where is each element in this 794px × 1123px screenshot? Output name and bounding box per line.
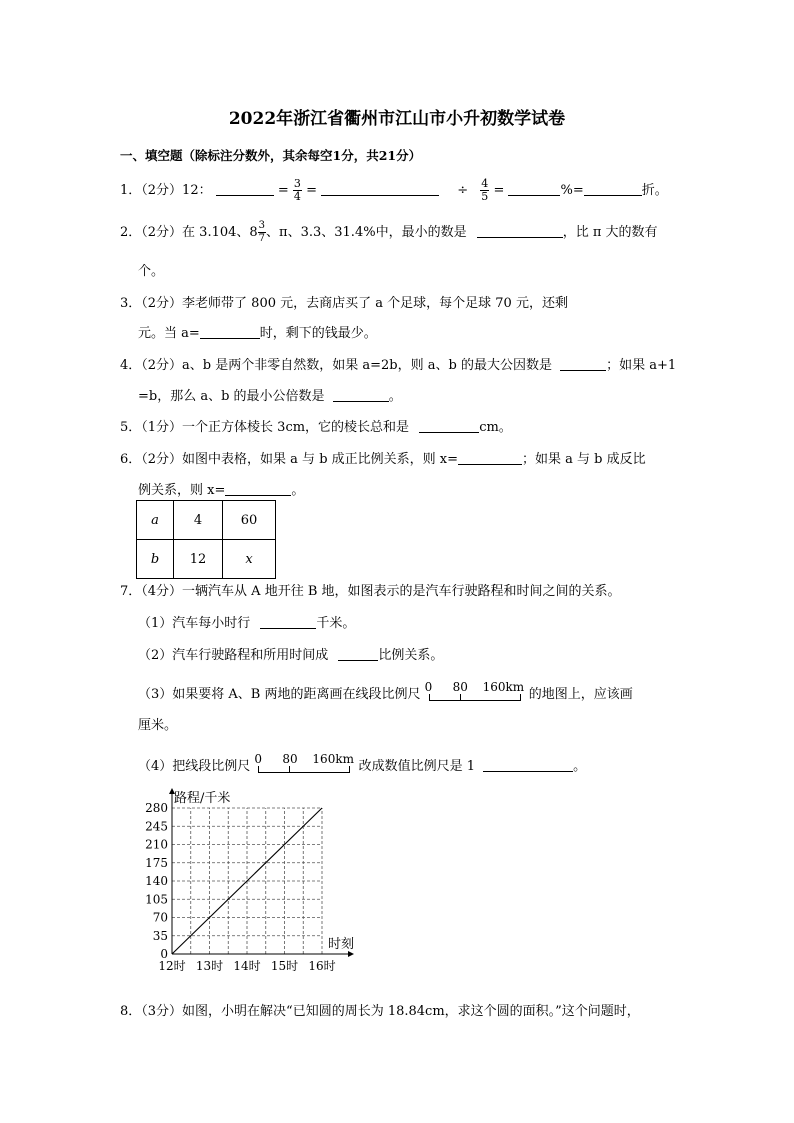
q7-p2-tail: 比例关系。	[378, 648, 444, 663]
y-tick-label: 175	[145, 855, 168, 870]
y-tick-label: 140	[145, 874, 168, 888]
question-6	[120, 448, 646, 467]
table-cell: x	[223, 540, 276, 579]
chart-labels	[145, 790, 354, 973]
table-cell: 12	[174, 540, 223, 579]
table-cell: a	[137, 501, 174, 540]
q1-blank-1[interactable]	[216, 181, 274, 196]
q7-p1-unit: 千米。	[316, 616, 356, 631]
page-title: 2022年浙江省衢州市江山市小升初数学试卷	[228, 109, 566, 129]
scale-tick	[429, 694, 430, 700]
fraction-4-5: $\frac{4}{5}$	[481, 177, 489, 203]
q1-blank-3[interactable]	[508, 181, 560, 196]
question-3: 3．（2分）李老师带了 800 元，去商店买了 a 个足球，每个足球 70 元，还剩	[120, 296, 568, 311]
q6-blank-2[interactable]	[225, 481, 291, 496]
x-tick-label: 16时	[308, 959, 336, 973]
q7-p3-text: （3）如果要将 A、B 两地的距离画在线段比例尺	[138, 687, 421, 702]
x-tick-label: 13时	[195, 959, 224, 973]
q6-text-b: ；如果 a 与 b 成反比	[522, 452, 646, 467]
table-row	[137, 540, 276, 579]
q1-pct: %=	[560, 183, 584, 198]
scale-label-0: 0	[254, 752, 263, 766]
q6-text-d: 。	[291, 483, 305, 498]
q5-unit: cm。	[479, 420, 512, 435]
table-cell: b	[137, 540, 174, 579]
table-cell: 60	[223, 501, 276, 540]
y-tick-label: 35	[152, 928, 168, 943]
q7-part-2	[138, 644, 443, 663]
q7-part-3	[138, 682, 633, 704]
x-tick-label: 12时	[158, 959, 186, 973]
scale-bar	[429, 696, 521, 701]
y-tick-label: 0	[160, 947, 168, 961]
fraction-3-4: $\frac{3}{4}$	[293, 177, 301, 203]
q7-p3-tail: 的地图上，应该画	[528, 687, 633, 702]
ratio-table	[136, 500, 276, 579]
q3-text-b: 时，剩下的钱最少。	[259, 326, 377, 341]
q1-blank-4[interactable]	[584, 181, 642, 196]
y-tick-label: 70	[152, 910, 168, 925]
q6-blank-1[interactable]	[458, 450, 522, 465]
q3-text-a: 元。当 a=	[138, 326, 200, 341]
q7-p4-tail: 改成数值比例尺是 1	[358, 759, 475, 774]
scale-tick	[258, 766, 259, 772]
scale-label-80: 80	[282, 752, 298, 766]
y-axis-title: 路程/千米	[174, 791, 231, 806]
q2-line-2: 个。	[138, 264, 165, 279]
q1-eq3: =	[493, 183, 505, 198]
scale-tick	[460, 694, 461, 700]
q7-part-3-line2	[138, 714, 177, 733]
y-tick-label: 280	[145, 801, 168, 815]
table-cell: 4	[174, 501, 223, 540]
question-5	[120, 416, 512, 435]
line-scale	[425, 682, 525, 704]
fraction-3-7: $\frac{3}{7}$	[258, 220, 266, 244]
q1-div: ÷	[457, 183, 469, 198]
scale-label-0: 0	[424, 680, 433, 694]
q4-blank-2[interactable]	[333, 387, 389, 402]
q1-eq2: =	[306, 183, 317, 198]
question-7: 7．（4分）一辆汽车从 A 地开往 B 地，如图表示的是汽车行驶路程和时间之间的关系。	[120, 584, 621, 599]
q4-text-b: ；如果 a+1	[606, 358, 677, 373]
q7-part-1	[138, 612, 355, 631]
q1-zhe: 折。	[641, 183, 668, 198]
q4-line-2	[138, 385, 402, 404]
q5-text: 5．（1分）一个正方体棱长 3cm，它的棱长总和是	[120, 420, 410, 435]
table-row	[137, 501, 276, 540]
q4-text-c: =b，那么 a、b 的最小公倍数是	[138, 389, 325, 404]
q7-blank-4[interactable]	[483, 757, 573, 772]
q7-p4-end: 。	[573, 759, 587, 774]
scale-bar	[258, 768, 350, 773]
q6-text-a: 6．（2分）如图中表格，如果 a 与 b 成正比例关系，则 x=	[120, 452, 459, 467]
chart-axes	[169, 788, 354, 957]
scale-tick	[349, 766, 350, 772]
q6-line-2	[138, 479, 304, 498]
question-1	[120, 178, 668, 203]
q6-text-c: 例关系，则 x=	[138, 483, 226, 498]
section-heading: 一、填空题（除标注分数外，其余每空1分，共21分）	[120, 148, 422, 163]
y-tick-label: 245	[145, 819, 168, 834]
q7-part-4	[138, 754, 586, 776]
scale-label-80: 80	[452, 680, 468, 694]
distance-time-chart	[140, 784, 360, 984]
q1-prefix: 1．（2分）12：	[120, 183, 212, 198]
q4-text-a: 4．（2分）a、b 是两个非零自然数，如果 a=2b，则 a、b 的最大公因数是	[120, 358, 552, 373]
scale-label-160: 160km	[482, 680, 525, 694]
y-tick-label: 105	[145, 892, 168, 907]
q2-text-a: 2．（2分）在 3.104、8	[120, 225, 258, 240]
q2-text-b: 、π、3.3、31.4%中，最小的数是	[266, 225, 467, 240]
q7-p3-unit: 厘米。	[138, 718, 178, 733]
scale-label-160: 160km	[312, 752, 354, 766]
q7-p1-text: （1）汽车每小时行	[138, 616, 251, 631]
scale-tick	[289, 766, 290, 772]
question-4	[120, 354, 676, 373]
q1-blank-2[interactable]	[321, 181, 439, 196]
q2-blank-1[interactable]	[477, 223, 563, 238]
q1-eq: =	[277, 183, 289, 198]
q5-blank-1[interactable]	[419, 418, 479, 433]
x-tick-label: 15时	[270, 959, 299, 973]
q4-blank-1[interactable]	[560, 356, 606, 371]
scale-tick	[520, 694, 521, 700]
q7-p4-text: （4）把线段比例尺	[138, 759, 251, 774]
q7-blank-1[interactable]	[260, 614, 316, 629]
q4-text-d: 。	[388, 389, 402, 404]
line-scale	[254, 754, 354, 776]
q3-blank-1[interactable]	[200, 324, 260, 339]
question-8: 8．（3分）如图，小明在解决“已知圆的周长为 18.84cm，求这个圆的面积。”这个问题时，	[120, 1004, 640, 1019]
x-axis-title: 时刻	[328, 937, 355, 952]
q2-text-c: ，比 π 大的数有	[562, 225, 658, 240]
q3-line-2	[138, 322, 377, 341]
q7-p2-text: （2）汽车行驶路程和所用时间成	[138, 648, 329, 663]
q7-blank-2[interactable]	[338, 646, 378, 661]
y-tick-label: 210	[145, 837, 168, 852]
x-tick-label: 14时	[233, 959, 261, 973]
question-2	[120, 220, 658, 245]
